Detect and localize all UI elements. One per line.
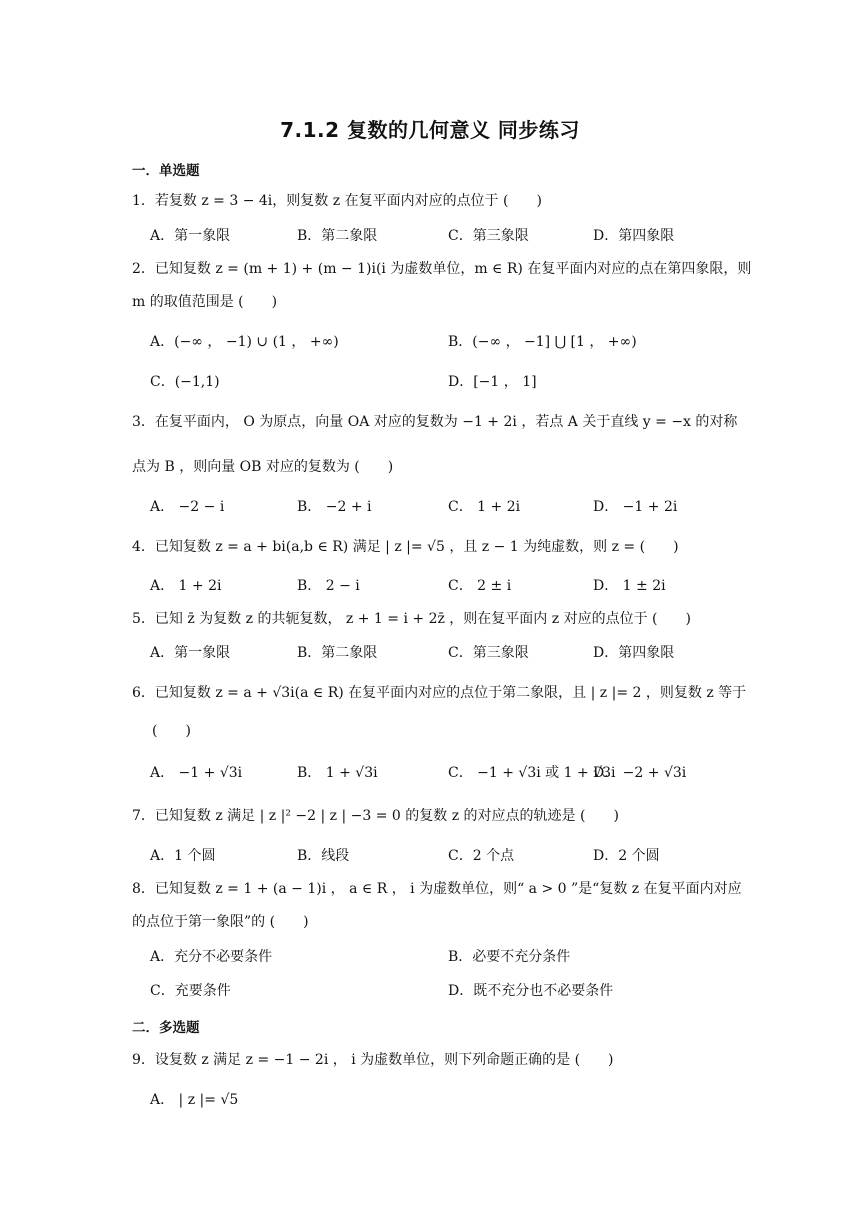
q3-option-b[interactable]: B． −2 + i — [297, 499, 372, 515]
q4-option-a[interactable]: A． 1 + 2i — [150, 578, 222, 594]
q2-option-c[interactable]: C．(−1,1) — [150, 374, 220, 390]
question-7-text: 7．已知复数 z 满足 | z |² −2 | z | −3 = 0 的复数 z 的对应点的轨迹是 ( ) — [132, 808, 619, 824]
q1-option-c[interactable]: C．第三象限 — [448, 228, 529, 244]
q7-option-c[interactable]: C．2 个点 — [448, 848, 515, 864]
q4-option-d[interactable]: D． 1 ± 2i — [593, 578, 666, 594]
question-9-text: 9．设复数 z 满足 z = −1 − 2i ， i 为虚数单位，则下列命题正确的是 ( ) — [132, 1052, 614, 1068]
q5-option-d[interactable]: D．第四象限 — [593, 645, 675, 661]
q8-option-c[interactable]: C．充要条件 — [150, 983, 231, 999]
question-2-text: 2．已知复数 z = (m + 1) + (m − 1)i(i 为虚数单位，m ∈ R) 在复平面内对应的点在第四象限，则 — [132, 261, 752, 277]
q3-option-d[interactable]: D． −1 + 2i — [593, 499, 678, 515]
q1-option-d[interactable]: D．第四象限 — [593, 228, 675, 244]
q1-option-a[interactable]: A．第一象限 — [150, 228, 231, 244]
q5-option-a[interactable]: A．第一象限 — [150, 645, 231, 661]
q7-option-d[interactable]: D．2 个圆 — [593, 848, 660, 864]
q7-option-a[interactable]: A．1 个圆 — [150, 848, 216, 864]
q6-option-b[interactable]: B． 1 + √3i — [297, 765, 378, 781]
question-3-text-cont: 点为 B ，则向量 OB 对应的复数为 ( ) — [132, 459, 394, 475]
question-2-text-cont: m 的取值范围是 ( ) — [132, 294, 278, 310]
question-3-text: 3．在复平面内， O 为原点，向量 OA 对应的复数为 −1 + 2i ，若点 A 关于直线 y = −x 的对称 — [132, 414, 738, 430]
q3-option-c[interactable]: C． 1 + 2i — [448, 499, 521, 515]
q2-option-a[interactable]: A．(−∞ ， −1) ∪ (1 ， +∞) — [150, 334, 339, 350]
q7-option-b[interactable]: B．线段 — [297, 848, 350, 864]
section-heading-single: 一．单选题 — [132, 163, 200, 179]
q9-option-a[interactable]: A． | z |= √5 — [150, 1092, 239, 1108]
q6-option-c[interactable]: C． −1 + √3i 或 1 + √3i — [448, 765, 616, 781]
question-1-text: 1．若复数 z = 3 − 4i，则复数 z 在复平面内对应的点位于 ( ) — [132, 193, 542, 209]
section-heading-multi: 二．多选题 — [132, 1020, 200, 1036]
q3-option-a[interactable]: A． −2 − i — [150, 499, 225, 515]
q5-option-b[interactable]: B．第二象限 — [297, 645, 378, 661]
question-8-text-cont: 的点位于第一象限”的 ( ) — [132, 914, 309, 930]
q1-option-b[interactable]: B．第二象限 — [297, 228, 378, 244]
q4-option-c[interactable]: C． 2 ± i — [448, 578, 512, 594]
q8-option-d[interactable]: D．既不充分也不必要条件 — [448, 983, 614, 999]
q6-option-d[interactable]: D． −2 + √3i — [593, 765, 687, 781]
question-8-text: 8．已知复数 z = 1 + (a − 1)i ， a ∈ R ， i 为虚数单位，则“ a > 0 ”是“复数 z 在复平面内对应 — [132, 881, 742, 897]
q6-option-a[interactable]: A． −1 + √3i — [150, 765, 243, 781]
q8-option-a[interactable]: A．充分不必要条件 — [150, 949, 273, 965]
q8-option-b[interactable]: B．必要不充分条件 — [448, 949, 571, 965]
question-6-text-cont: ( ) — [152, 723, 191, 739]
q2-option-b[interactable]: B．(−∞ ， −1] ⋃ [1 ， +∞) — [448, 334, 637, 350]
q5-option-c[interactable]: C．第三象限 — [448, 645, 529, 661]
question-4-text: 4．已知复数 z = a + bi(a,b ∈ R) 满足 | z |= √5 ，且 z − 1 为纯虚数，则 z = ( ) — [132, 539, 679, 555]
q2-option-d[interactable]: D．[−1 ， 1] — [448, 374, 537, 390]
page-title: 7.1.2 复数的几何意义 同步练习 — [280, 118, 580, 142]
q4-option-b[interactable]: B． 2 − i — [297, 578, 360, 594]
question-6-text: 6．已知复数 z = a + √3i(a ∈ R) 在复平面内对应的点位于第二象限，且 | z |= 2 ，则复数 z 等于 — [132, 685, 747, 701]
question-5-text: 5．已知 z̄ 为复数 z 的共轭复数， z + 1 = i + 2z̄ ，则在复平面内 z 对应的点位于 ( ) — [132, 611, 691, 627]
